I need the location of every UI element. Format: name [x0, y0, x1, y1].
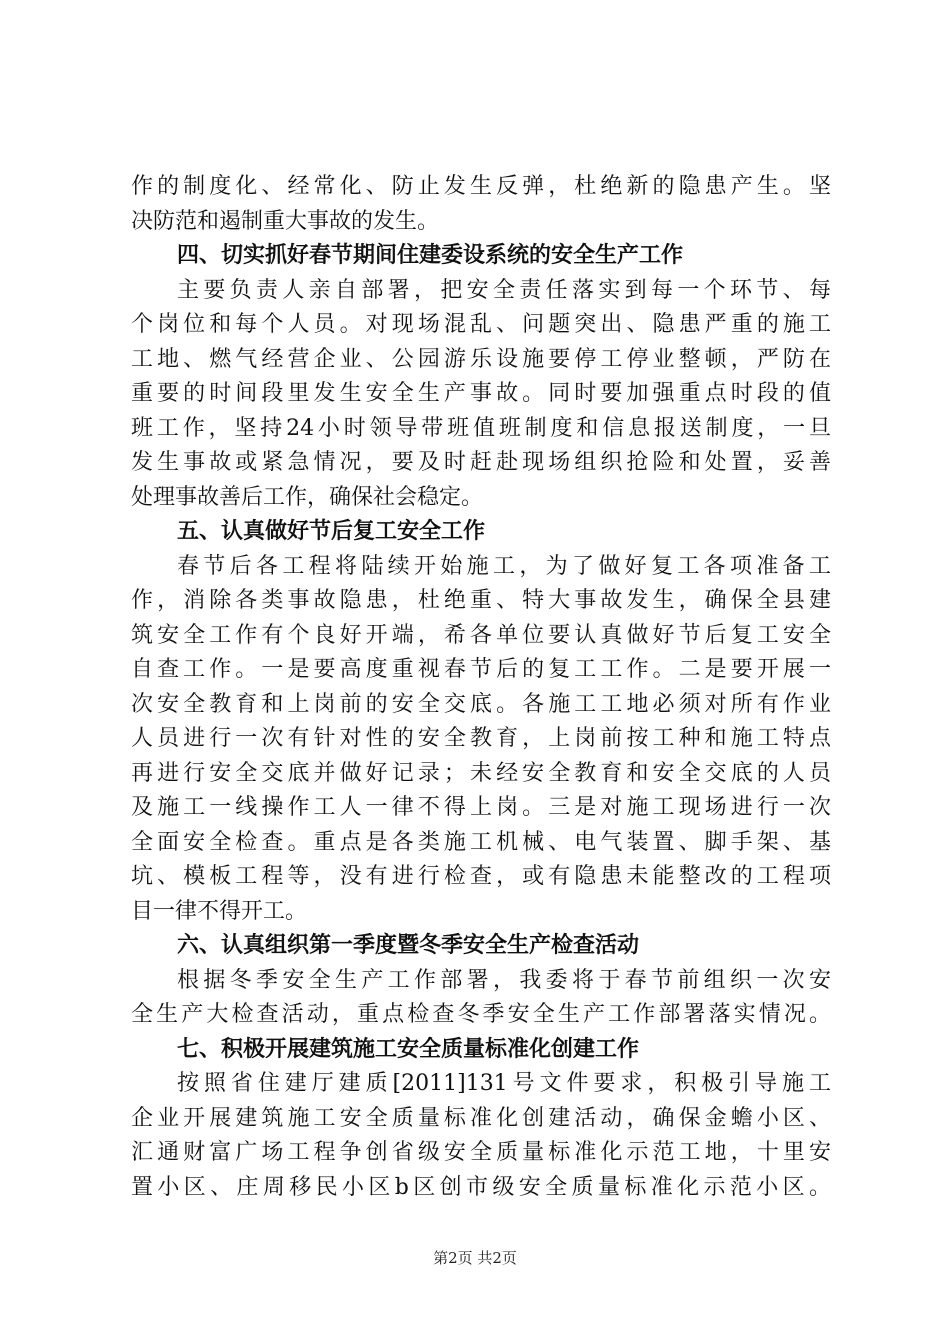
body-line: 全面安全检查。重点是各类施工机械、电气装置、脚手架、基	[131, 829, 831, 855]
body-line: 处理事故善后工作，确保社会稳定。	[131, 484, 484, 510]
body-line: 重要的时间段里发生安全生产事故。同时要加强重点时段的值	[131, 381, 831, 406]
section-heading: 七、积极开展建筑施工安全质量标准化创建工作	[177, 1036, 640, 1062]
body-line: 及施工一线操作工人一律不得上岗。三是对施工现场进行一次	[131, 795, 831, 820]
body-line: 春节后各工程将陆续开始施工，为了做好复工各项准备工	[177, 553, 831, 579]
body-line: 汇通财富广场工程争创省级安全质量标准化示范工地，十里安	[131, 1140, 831, 1165]
body-line: 企业开展建筑施工安全质量标准化创建活动，确保金蟾小区、	[131, 1105, 831, 1131]
body-line: 筑安全工作有个良好开端，希各单位要认真做好节后复工安全	[131, 622, 831, 648]
body-line: 次安全教育和上岗前的安全交底。各施工工地必须对所有作业	[131, 691, 831, 717]
body-line: 作，消除各类事故隐患，杜绝重、特大事故发生，确保全县建	[131, 588, 831, 613]
body-line: 置小区、庄周移民小区b区创市级安全质量标准化示范小区。	[131, 1174, 831, 1200]
body-line: 决防范和遏制重大事故的发生。	[131, 208, 440, 234]
page-number-footer: 第2页 共2页	[433, 1249, 517, 1267]
body-line: 发生事故或紧急情况，要及时赶赴现场组织抢险和处置，妥善	[131, 450, 831, 475]
body-line: 工地、燃气经营企业、公园游乐设施要停工停业整顿，严防在	[131, 346, 831, 372]
body-line: 自查工作。一是要高度重视春节后的复工工作。二是要开展一	[131, 657, 831, 682]
section-heading: 四、切实抓好春节期间住建委设系统的安全生产工作	[177, 243, 684, 268]
document-body	[131, 170, 831, 1205]
body-line: 个岗位和每个人员。对现场混乱、问题突出、隐患严重的施工	[131, 312, 831, 337]
body-line: 根据冬季安全生产工作部署，我委将于春节前组织一次安	[177, 967, 831, 993]
section-heading: 六、认真组织第一季度暨冬季安全生产检查活动	[177, 933, 640, 958]
body-line: 班工作，坚持24小时领导带班值班制度和信息报送制度，一旦	[131, 415, 831, 441]
body-line: 坑、模板工程等，没有进行检查，或有隐患未能整改的工程项	[131, 864, 831, 889]
body-line: 全生产大检查活动，重点检查冬季安全生产工作部署落实情况。	[131, 1002, 831, 1027]
body-line: 按照省住建厅建质[2011]131号文件要求，积极引导施工	[177, 1071, 831, 1096]
body-line: 再进行安全交底并做好记录；未经安全教育和安全交底的人员	[131, 760, 831, 786]
body-line: 作的制度化、经常化、防止发生反弹，杜绝新的隐患产生。坚	[131, 174, 831, 199]
body-line: 主要负责人亲自部署，把安全责任落实到每一个环节、每	[177, 277, 831, 303]
body-line: 人员进行一次有针对性的安全教育，上岗前按工种和施工特点	[131, 726, 831, 751]
body-line: 目一律不得开工。	[131, 898, 308, 924]
section-heading: 五、认真做好节后复工安全工作	[177, 519, 486, 544]
